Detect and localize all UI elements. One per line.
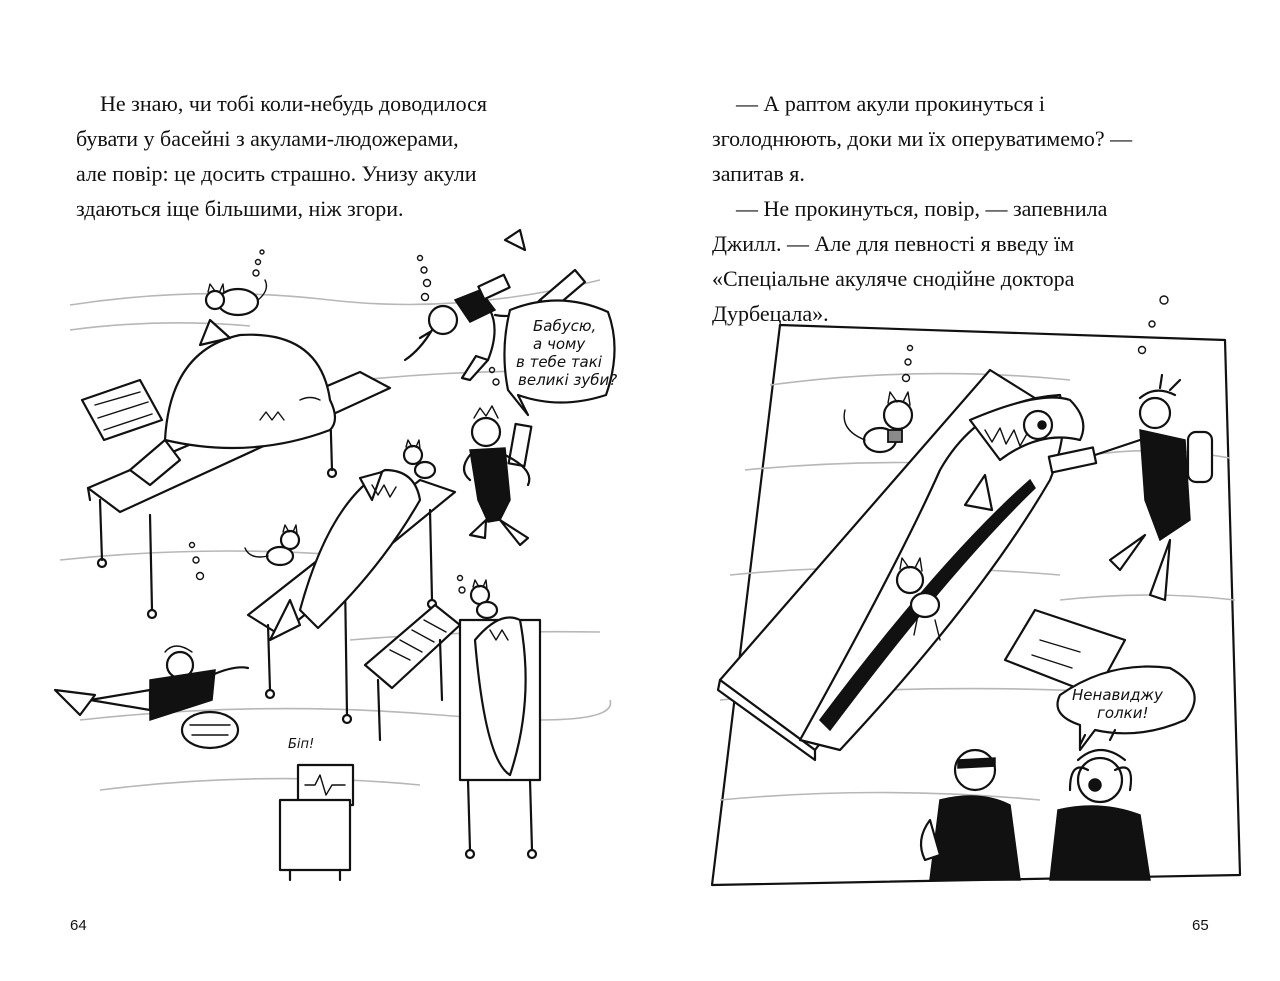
text-line: але повір: це досить страшно. Унизу акули [76, 161, 477, 186]
speech-bubble-grandma [504, 300, 617, 415]
text-line: «Спеціальне акуляче снодійне доктора [712, 266, 1075, 291]
right-illustration [640, 0, 1280, 981]
bubble-line: голки! [1097, 704, 1149, 722]
tool-tray [82, 380, 162, 440]
bubble-line: Ненавиджу [1072, 686, 1163, 704]
sound-effect: Біп! [288, 737, 315, 752]
text-line: бувати у басейні з акулами-людожерами, [76, 126, 459, 151]
diver-bottom [55, 646, 248, 748]
text-line: Не знаю, чи тобі коли-небудь доводилося [100, 91, 488, 116]
bubble-line: в тебе такі [516, 353, 602, 371]
text-line: Джилл. — Але для певності я введу їм [712, 231, 1075, 256]
cat-top-right [844, 392, 912, 452]
bubble-line: а чому [533, 335, 586, 353]
text-line: зголоднюють, доки ми їх оперуватимемо? — [712, 126, 1133, 151]
right-page [640, 0, 1280, 981]
character-bottom-left [921, 750, 1020, 880]
cat-small-1 [404, 440, 435, 478]
text-line: здаються іще більшими, ніж згори. [76, 196, 404, 221]
page-number: 65 [1192, 917, 1209, 934]
character-bottom-right [1050, 730, 1150, 880]
text-line: запитав я. [712, 161, 805, 186]
page-number: 64 [70, 917, 87, 934]
syringe-tray [365, 605, 460, 740]
operating-table-3 [460, 618, 540, 859]
text-line: — Не прокинуться, повір, — запевнила [736, 196, 1108, 221]
cat-on-table-3 [471, 580, 497, 618]
bubble-line: Бабусю, [533, 317, 597, 335]
text-line: Дурбецала». [712, 301, 829, 326]
cat-on-shark [206, 280, 266, 315]
cat-small-2 [245, 525, 299, 565]
bubble-line: великі зуби? [518, 371, 618, 389]
monitor-cart [280, 737, 353, 880]
text-line: — А раптом акули прокинуться і [736, 91, 1046, 116]
standing-diver [464, 406, 531, 545]
